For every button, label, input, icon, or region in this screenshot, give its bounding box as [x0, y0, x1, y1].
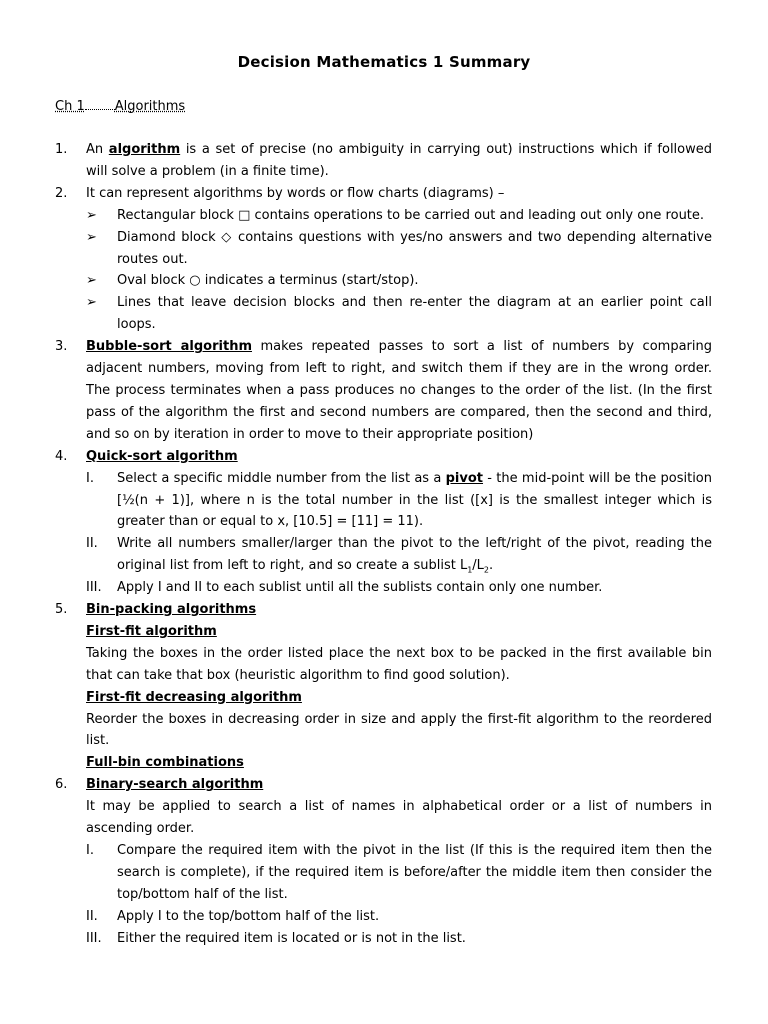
list-item-4 [55, 446, 712, 468]
step-number: I. [86, 843, 94, 858]
step-text: . [489, 558, 494, 574]
step-text: Write all numbers smaller/larger than the pivot to the left/right of the pivot, reading the original list from left to right, and so create a sublist L [117, 536, 712, 574]
term-first-fit-decreasing: First-fit decreasing algorithm [86, 689, 302, 705]
chapter-name: Algorithms [114, 99, 186, 114]
subheading [55, 621, 712, 643]
bullet-item [55, 205, 712, 227]
step-text: Select a specific middle number from the list as a [117, 470, 446, 486]
arrow-bullet-icon: ➢ [86, 273, 97, 289]
step-item [55, 533, 712, 577]
step-number: I. [86, 470, 94, 486]
chapter-number: Ch 1 [55, 99, 85, 114]
step-number: III. [86, 580, 102, 596]
item-number: 1. [55, 142, 68, 157]
subheading [55, 752, 712, 774]
subscript: 1 [467, 565, 473, 575]
paragraph-text: Taking the boxes in the order listed place the next box to be packed in the first available bin that can take that box (heuristic algorithm to find good solution). [86, 645, 712, 683]
subscript: 2 [483, 565, 490, 575]
list-item-5 [55, 599, 712, 621]
arrow-bullet-icon: ➢ [86, 229, 97, 245]
step-item [55, 906, 712, 928]
arrow-bullet-icon: ➢ [86, 207, 97, 223]
step-text: Apply I and II to each sublist until all the sublists contain only one number. [117, 580, 603, 596]
step-text: - the mid-point will be the position [½(n + 1)], where n is the total number in the list ([x] is the smallest integer which is greater than or equal to x, [10.5] = [11] = 11). [117, 470, 712, 530]
step-item [55, 468, 712, 534]
bullet-text: Oval block ○ indicates a terminus (start/stop). [117, 273, 419, 289]
item-number: 2. [55, 185, 68, 201]
term-bin-packing: Bin-packing algorithms [86, 602, 257, 618]
item-text: is a set of precise (no ambiguity in carrying out) instructions which if followed will solve a problem (in a finite time). [86, 142, 713, 179]
item-text: makes repeated passes to sort a list of numbers by comparing adjacent numbers, moving from left to right, and switch them if they are in the wrong order. The process terminates when a pass produces no changes to the order of the list. (In the first pass of the algorithm the first and second numbers are compared, then the second and third, and so on by iteration in order to move to their appropriate position) [86, 339, 712, 442]
paragraph [55, 796, 712, 840]
item-number: 5. [55, 602, 68, 618]
bullet-text: Lines that leave decision blocks and then re-enter the diagram at an earlier point call loops. [117, 295, 712, 333]
bullet-text: Diamond block ◇ contains questions with yes/no answers and two depending alternative routes out. [117, 229, 712, 267]
paragraph-text: It may be applied to search a list of names in alphabetical order or a list of numbers in ascending order. [86, 799, 712, 837]
bullet-item [55, 292, 712, 336]
item-number: 6. [55, 777, 68, 793]
list-item-6 [55, 774, 712, 796]
bullet-item [55, 227, 712, 271]
term-quick-sort: Quick-sort algorithm [86, 448, 238, 464]
chapter-gap [85, 97, 115, 110]
item-number: 4. [55, 448, 68, 464]
step-text: Either the required item is located or is not in the list. [117, 930, 466, 946]
paragraph [55, 709, 712, 753]
step-number: II. [86, 908, 98, 924]
list-item-3 [55, 336, 712, 446]
step-text: Compare the required item with the pivot in the list (If this is the required item then the search is complete), if the required item is before/after the middle item then consider the top/bottom half of the list. [117, 843, 712, 902]
step-item [55, 840, 712, 906]
term-full-bin: Full-bin combinations [86, 755, 244, 771]
step-item [55, 577, 712, 599]
step-text: Apply I to the top/bottom half of the list. [117, 908, 380, 924]
step-number: II. [86, 536, 98, 552]
term-pivot: pivot [445, 470, 484, 486]
paragraph-text: Reorder the boxes in decreasing order in size and apply the first-fit algorithm to the reordered list. [86, 711, 712, 749]
item-text: An [86, 142, 109, 157]
bullet-item [55, 270, 712, 292]
term-binary-search: Binary-search algorithm [86, 777, 264, 793]
bullet-text: Rectangular block □ contains operations to be carried out and leading out only one route. [117, 207, 705, 223]
paragraph [55, 643, 712, 687]
step-text: /L [472, 558, 484, 574]
term-algorithm: algorithm [108, 142, 181, 157]
summary-list [55, 139, 712, 950]
chapter-heading [55, 97, 185, 117]
page-title: Decision Mathematics 1 Summary [237, 53, 531, 71]
list-item-1 [55, 139, 712, 183]
arrow-bullet-icon: ➢ [86, 295, 97, 311]
step-number: III. [86, 930, 102, 946]
term-first-fit: First-fit algorithm [86, 623, 217, 639]
subheading [55, 687, 712, 709]
item-text: It can represent algorithms by words or flow charts (diagrams) – [86, 185, 505, 201]
step-item [55, 928, 712, 950]
list-item-2 [55, 183, 712, 205]
term-bubble-sort: Bubble-sort algorithm [86, 339, 252, 355]
item-number: 3. [55, 339, 68, 355]
